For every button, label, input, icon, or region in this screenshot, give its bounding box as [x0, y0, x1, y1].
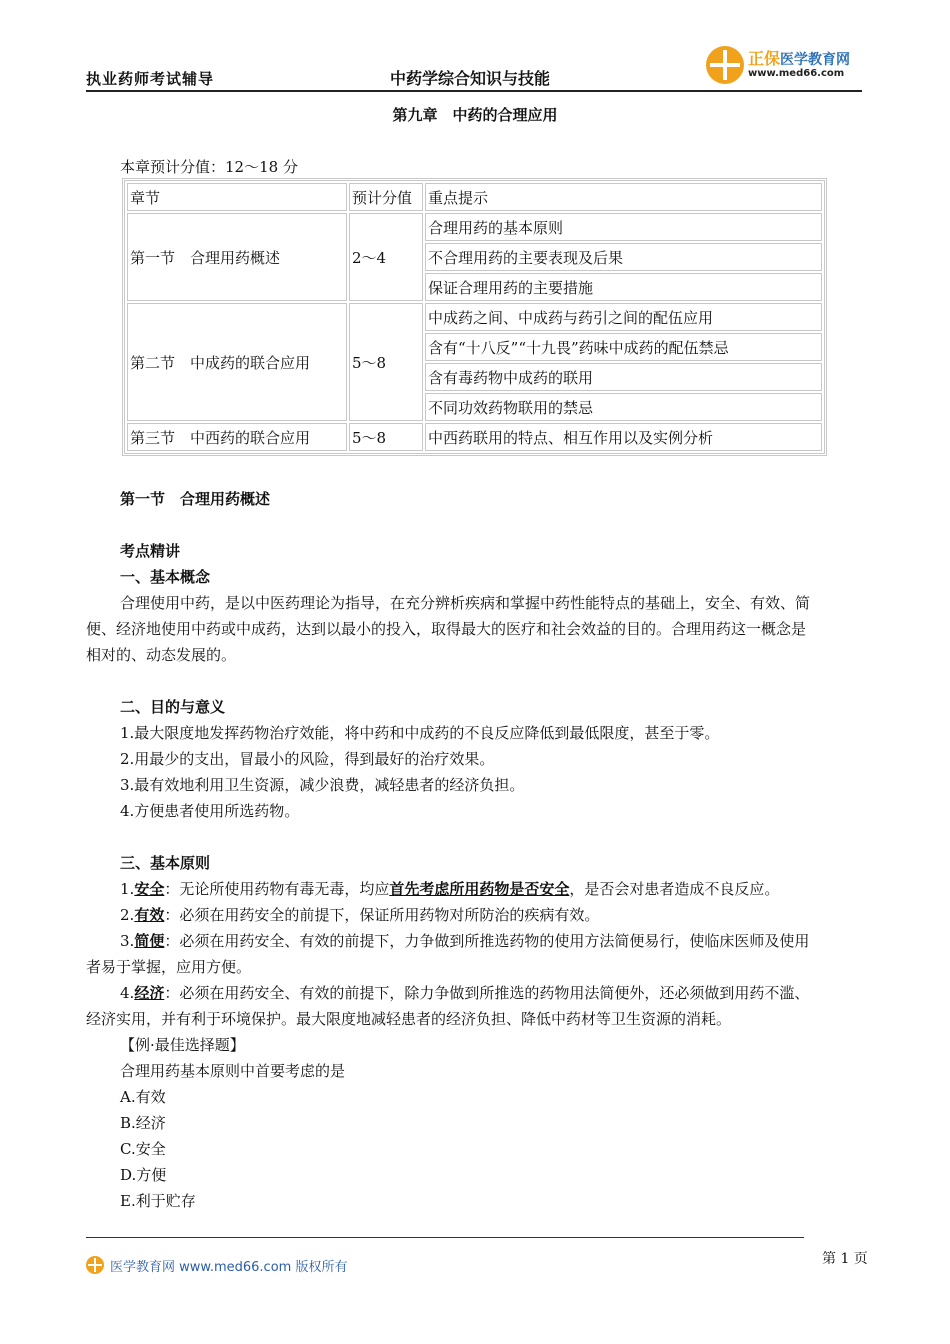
logo-url: www.med66.com: [748, 68, 845, 79]
option-item: E.利于贮存: [120, 1192, 196, 1210]
option-item: D.方便: [120, 1166, 167, 1184]
point-cell: 含有“十八反”“十九畏”药味中成药的配伍禁忌: [425, 333, 822, 361]
principle-economic: 4.经济：必须在用药安全、有效的前提下，除力争做到所推选的药物用法简便外，还必须做到用药不滥、: [120, 984, 810, 1002]
header-left-title: 执业药师考试辅导: [86, 70, 215, 88]
header-center-title: 中药学综合知识与技能: [390, 69, 551, 88]
list-item: 3.最有效地利用卫生资源，减少浪费，减轻患者的经济负担。: [120, 776, 525, 794]
table-row: [127, 303, 822, 331]
table-row: [127, 213, 822, 241]
point-cell: 不合理用药的主要表现及后果: [425, 243, 822, 271]
footer-logo-icon: [86, 1256, 104, 1274]
point-cell: 中西药联用的特点、相互作用以及实例分析: [425, 423, 822, 451]
principle-safety: 1.安全：无论所使用药物有毒无毒，均应首先考虑所用药物是否安全，是否会对患者造成不良反应。: [120, 880, 780, 898]
example-label: 【例·最佳选择题】: [120, 1036, 245, 1054]
section1-title: 第一节 合理用药概述: [120, 490, 271, 508]
point-cell: 合理用药的基本原则: [425, 213, 822, 241]
header-divider: [86, 90, 862, 92]
chapter-table: [122, 178, 827, 456]
header-cell: 预计分值: [349, 183, 423, 211]
kaodian-heading: 考点精讲: [120, 542, 181, 560]
footer-copyright: 医学教育网 www.med66.com 版权所有: [110, 1260, 348, 1275]
part2-heading: 二、目的与意义: [120, 698, 226, 716]
principle-effective: 2.有效：必须在用药安全的前提下，保证所用药物对所防治的疾病有效。: [120, 906, 600, 924]
example-question: 合理用药基本原则中首要考虑的是: [120, 1062, 346, 1080]
section-cell: 第三节 中西药的联合应用: [127, 423, 347, 451]
list-item: 1.最大限度地发挥药物治疗效能，将中药和中成药的不良反应降低到最低限度，甚至于零。: [120, 724, 720, 742]
section-cell: 第一节 合理用药概述: [127, 213, 347, 301]
score-cell: 2～4: [349, 213, 423, 301]
table-header-row: [127, 183, 822, 211]
part3-heading: 三、基本原则: [120, 854, 211, 872]
keyword-safety: 安全: [134, 880, 165, 898]
point-cell: 中成药之间、中成药与药引之间的配伍应用: [425, 303, 822, 331]
keyword-simple: 简便: [134, 932, 165, 950]
keyword-effective: 有效: [134, 906, 165, 924]
option-item: A.有效: [120, 1088, 166, 1106]
point-cell: 保证合理用药的主要措施: [425, 273, 822, 301]
list-item: 4.方便患者使用所选药物。: [120, 802, 300, 820]
score-cell: 5～8: [349, 303, 423, 421]
principle-economic-cont: 经济实用，并有利于环境保护。最大限度地减轻患者的经济负担、降低中药材等卫生资源的消耗。: [86, 1010, 732, 1028]
score-line: 本章预计分值：12～18 分: [120, 158, 298, 176]
part1-heading: 一、基本概念: [120, 568, 211, 586]
part1-line: 相对的、动态发展的。: [86, 646, 237, 664]
emphasis-text: 首先考虑所用药物是否安全: [389, 880, 570, 898]
page-number: 第 1 页: [822, 1251, 868, 1267]
point-cell: 含有毒药物中成药的联用: [425, 363, 822, 391]
score-cell: 5～8: [349, 423, 423, 451]
header-cell: 重点提示: [425, 183, 822, 211]
point-cell: 不同功效药物联用的禁忌: [425, 393, 822, 421]
section-cell: 第二节 中成药的联合应用: [127, 303, 347, 421]
footer-divider: [86, 1237, 804, 1238]
header-cell: 章节: [127, 183, 347, 211]
principle-simple-cont: 者易于掌握，应用方便。: [86, 958, 252, 976]
logo-cross-icon: [706, 46, 744, 84]
chapter-title: 第九章 中药的合理应用: [392, 106, 558, 124]
logo: [706, 44, 866, 88]
logo-brand: 正保医学教育网: [748, 49, 851, 68]
part1-line: 便、经济地使用中药或中成药，达到以最小的投入，取得最大的医疗和社会效益的目的。合理用药这一概念是: [86, 620, 807, 638]
table-row: [127, 423, 822, 451]
part1-line: 合理使用中药，是以中医药理论为指导，在充分辨析疾病和掌握中药性能特点的基础上，安全、有效、简: [120, 594, 811, 612]
principle-simple: 3.简便：必须在用药安全、有效的前提下，力争做到所推选药物的使用方法简便易行，使临床医师及使用: [120, 932, 810, 950]
option-item: B.经济: [120, 1114, 166, 1132]
option-item: C.安全: [120, 1140, 166, 1158]
list-item: 2.用最少的支出，冒最小的风险，得到最好的治疗效果。: [120, 750, 495, 768]
keyword-economic: 经济: [134, 984, 165, 1002]
